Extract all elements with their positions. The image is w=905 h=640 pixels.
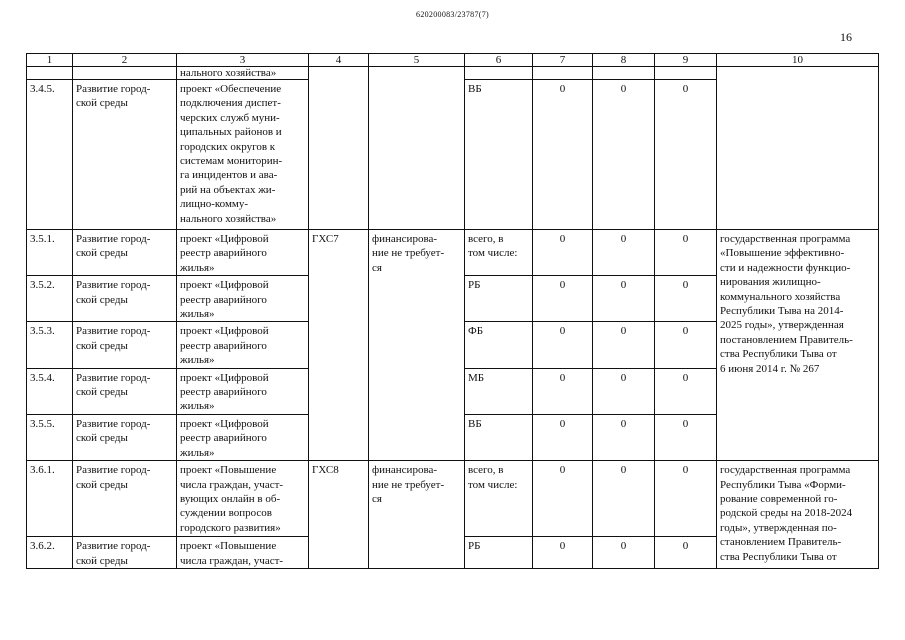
document-id: 620200083/23787(7): [416, 10, 489, 19]
table-row: [27, 230, 879, 276]
area-cell: Развитие город- ской среды: [73, 276, 177, 322]
source-cell: ВБ: [465, 414, 533, 460]
area-cell: Развитие город- ской среды: [73, 230, 177, 276]
value-cell: 0: [593, 537, 655, 569]
row-number: 3.5.1.: [27, 230, 73, 276]
value-cell: 0: [593, 414, 655, 460]
value-cell: 0: [533, 537, 593, 569]
program-cell: государственная программа «Повышение эффективно- сти и надежности функцио- нирования жилищно- коммунального хозяйства Республики Тыва на 2014- 2025 годы», утвержденная постановлением Правитель- ства Республики Тыва от 6 июня 2014 г. № 267: [717, 230, 879, 461]
col-header: 4: [309, 54, 369, 67]
area-cell: Развитие город- ской среды: [73, 414, 177, 460]
area-cell: Развитие город- ской среды: [73, 537, 177, 569]
area-cell: Развитие город- ской среды: [73, 322, 177, 368]
row-number: 3.5.3.: [27, 322, 73, 368]
value-cell: 0: [655, 414, 717, 460]
project-cell: проект «Повышение числа граждан, участ-: [177, 537, 309, 569]
budget-table: [26, 53, 879, 569]
project-cell: нального хозяйства»: [177, 67, 309, 80]
page-number: 16: [840, 30, 852, 44]
table-row: [27, 461, 879, 537]
col-header: 2: [73, 54, 177, 67]
project-cell: проект «Цифровой реестр аварийного жилья»: [177, 414, 309, 460]
project-cell: проект «Цифровой реестр аварийного жилья»: [177, 368, 309, 414]
source-cell: всего, в том числе:: [465, 461, 533, 537]
value-cell: 0: [593, 276, 655, 322]
col-header: 10: [717, 54, 879, 67]
value-cell: 0: [533, 368, 593, 414]
financing-cell: финансирова- ние не требует- ся: [369, 461, 465, 569]
area-cell: Развитие город- ской среды: [73, 80, 177, 230]
project-cell: проект «Повышение числа граждан, участ- вующих онлайн в об- суждении вопросов городского развития»: [177, 461, 309, 537]
value-cell: 0: [533, 230, 593, 276]
row-number: 3.4.5.: [27, 80, 73, 230]
project-cell: проект «Цифровой реестр аварийного жилья»: [177, 230, 309, 276]
row-number: 3.6.2.: [27, 537, 73, 569]
value-cell: 0: [593, 322, 655, 368]
col-header: 9: [655, 54, 717, 67]
value-cell: 0: [533, 80, 593, 230]
value-cell: 0: [593, 80, 655, 230]
value-cell: 0: [655, 80, 717, 230]
value-cell: 0: [533, 276, 593, 322]
row-number: 3.5.5.: [27, 414, 73, 460]
source-cell: РБ: [465, 276, 533, 322]
value-cell: 0: [655, 276, 717, 322]
row-number: 3.5.4.: [27, 368, 73, 414]
source-cell: ВБ: [465, 80, 533, 230]
col-header: 1: [27, 54, 73, 67]
row-number: 3.5.2.: [27, 276, 73, 322]
area-cell: Развитие город- ской среды: [73, 368, 177, 414]
value-cell: 0: [655, 230, 717, 276]
indicator-code: ГХС8: [309, 461, 369, 569]
value-cell: 0: [593, 368, 655, 414]
value-cell: 0: [655, 368, 717, 414]
row-number: 3.6.1.: [27, 461, 73, 537]
value-cell: 0: [655, 461, 717, 537]
source-cell: МБ: [465, 368, 533, 414]
area-cell: Развитие город- ской среды: [73, 461, 177, 537]
value-cell: 0: [533, 414, 593, 460]
header-row: [27, 54, 879, 67]
value-cell: 0: [593, 230, 655, 276]
value-cell: 0: [533, 322, 593, 368]
project-cell: проект «Обеспечение подключения диспет- черских служб муни- ципальных районов и городских округов к системам мониторин- га инцидентов и ава- рий на объектах жи- лищно-комму- нального хозяйства»: [177, 80, 309, 230]
project-cell: проект «Цифровой реестр аварийного жилья»: [177, 322, 309, 368]
source-cell: РБ: [465, 537, 533, 569]
program-cell: государственная программа Республики Тыва «Форми- рование современной го- родской среды на 2018-2024 годы», утвержденная по- становлением Правитель- ства Республики Тыва от: [717, 461, 879, 569]
col-header: 7: [533, 54, 593, 67]
table-row: [27, 67, 879, 80]
value-cell: 0: [593, 461, 655, 537]
value-cell: 0: [655, 537, 717, 569]
project-cell: проект «Цифровой реестр аварийного жилья»: [177, 276, 309, 322]
source-cell: всего, в том числе:: [465, 230, 533, 276]
financing-cell: финансирова- ние не требует- ся: [369, 230, 465, 461]
col-header: 5: [369, 54, 465, 67]
value-cell: 0: [533, 461, 593, 537]
source-cell: ФБ: [465, 322, 533, 368]
col-header: 8: [593, 54, 655, 67]
indicator-code: ГХС7: [309, 230, 369, 461]
col-header: 3: [177, 54, 309, 67]
col-header: 6: [465, 54, 533, 67]
value-cell: 0: [655, 322, 717, 368]
